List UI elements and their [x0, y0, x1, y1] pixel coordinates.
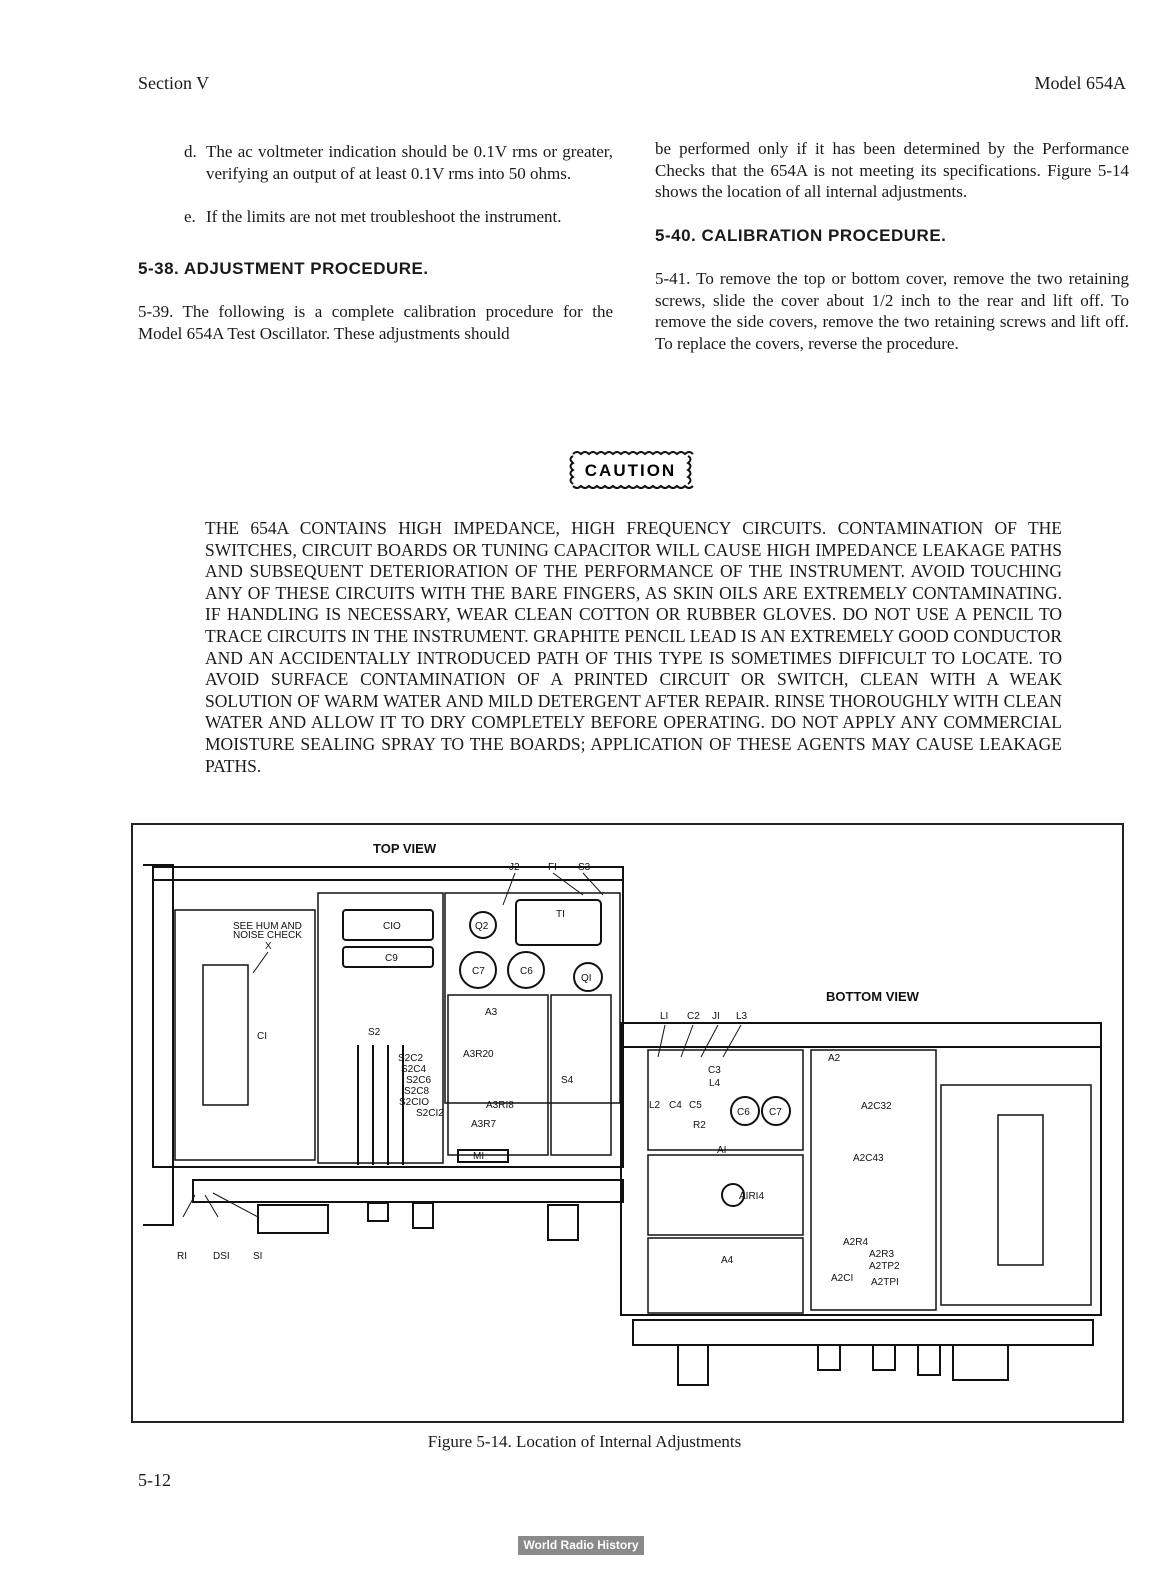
caution-text: THE 654A CONTAINS HIGH IMPEDANCE, HIGH FREQUENCY CIRCUITS. CONTAMINATION OF THE SWITCHES, CIRCUIT BOARDS OR TUNING CAPACITOR WILL CAUSE HIGH IMPEDANCE LEAKAGE PATHS AND SUBSEQUENT DETERIORATION OF THE PERFORMANCE OF THE INSTRUMENT. AVOID TOUCHING ANY OF THESE CIRCUITS WITH THE BARE FINGERS, AS SKIN OILS ARE EXTREMELY CONTAMINATING. IF HANDLING IS NECESSARY, WEAR CLEAN COTTON OR RUBBER GLOVES. DO NOT USE A PENCIL TO TRACE CIRCUITS IN THE INSTRUMENT. GRAPHITE PENCIL LEAD IS AN EXTREMELY GOOD CONDUCTOR AND AN ACCIDENTALLY INTRODUCED PATH OF THIS TYPE IS SOMETIMES DIFFICULT TO LOCATE. TO AVOID SURFACE CONTAMINATION OF A PRINTED CIRCUIT OR SWITCH, CLEAN WITH A WEAK SOLUTION OF WARM WATER AND MILD DETERGENT AFTER REPAIR. RINSE THOROUGHLY WITH CLEAN WATER AND ALLOW IT TO DRY COMPLETELY BEFORE OPERATING. DO NOT APPLY ANY COMMERCIAL MOISTURE SEALING SPRAY TO THE BOARDS; APPLICATION OF THESE AGENTS MAY CAUSE LEAKAGE PATHS. — [205, 518, 1062, 776]
label-j2: J2 — [509, 862, 520, 873]
label-a3r18: A3RI8 — [486, 1100, 514, 1111]
label-q2: Q2 — [475, 921, 489, 932]
label-noise-check: NOISE CHECK — [233, 930, 302, 941]
label-l2: L2 — [649, 1100, 661, 1111]
left-column — [138, 141, 613, 366]
label-s3: S3 — [578, 862, 591, 873]
label-s2c4: S2C4 — [401, 1064, 427, 1075]
label-s2c2: S2C2 — [398, 1053, 424, 1064]
label-a2r3: A2R3 — [869, 1249, 895, 1260]
label-r2: R2 — [693, 1120, 706, 1131]
label-q1: QI — [581, 973, 592, 984]
label-c7: C7 — [472, 966, 485, 977]
label-a2c32: A2C32 — [861, 1101, 892, 1112]
label-c9: C9 — [385, 953, 398, 964]
label-s1: SI — [253, 1251, 263, 1262]
label-s2c8: S2C8 — [404, 1086, 430, 1097]
label-r1: RI — [177, 1251, 187, 1262]
list-item-d: d. The ac voltmeter indication should be 0.1V rms or greater, verifying an output of at least 0.1V rms into 50 ohms. — [184, 142, 613, 183]
figure-caption: Figure 5-14. Location of Internal Adjustments — [427, 1432, 742, 1451]
label-c5: C5 — [689, 1100, 702, 1111]
label-a1: AI — [717, 1145, 727, 1156]
label-see-hum: SEE HUM AND — [233, 921, 302, 932]
label-c1: CI — [257, 1031, 267, 1042]
label-s2c10: S2CIO — [399, 1097, 430, 1108]
label-c6: C6 — [520, 966, 533, 977]
label-a4: A4 — [721, 1255, 734, 1266]
label-a3: A3 — [485, 1007, 498, 1018]
label-c3: C3 — [708, 1065, 721, 1076]
bottom-view-title: BOTTOM VIEW — [826, 989, 919, 1004]
label-a1r14: AIRI4 — [739, 1191, 765, 1202]
label-s2c6: S2C6 — [406, 1075, 432, 1086]
right-column — [655, 138, 1129, 376]
label-c10: CIO — [383, 921, 401, 932]
label-c6-bottom: C6 — [737, 1107, 750, 1118]
section-heading-5-40: 5-40. CALIBRATION PROCEDURE. — [655, 225, 947, 245]
caution-label: CAUTION — [584, 461, 677, 480]
label-a2tp1: A2TPI — [871, 1277, 899, 1288]
label-a2c1: A2CI — [831, 1273, 854, 1284]
section-heading-5-38: 5-38. ADJUSTMENT PROCEDURE. — [138, 258, 429, 278]
caution-badge — [567, 448, 694, 492]
chassis-diagram — [133, 825, 1122, 1421]
list-item-e: e. If the limits are not met troubleshoot the instrument. — [184, 207, 562, 226]
top-view-title: TOP VIEW — [373, 841, 437, 856]
label-c2: C2 — [687, 1011, 700, 1022]
label-f1: FI — [548, 862, 557, 873]
label-a2: A2 — [828, 1053, 841, 1064]
label-a3r7: A3R7 — [471, 1119, 497, 1130]
label-l3: L3 — [736, 1011, 748, 1022]
label-a3r20: A3R20 — [463, 1049, 494, 1060]
label-a2tp2: A2TP2 — [869, 1261, 900, 1272]
label-ds1: DSI — [213, 1251, 230, 1262]
label-m1: MI — [473, 1151, 485, 1162]
paragraph-5-39: 5-39. The following is a complete calibration procedure for the Model 654A Test Oscillator. These adjustments should — [138, 302, 613, 343]
section-label: Section V — [138, 73, 210, 93]
label-l1: LI — [660, 1011, 669, 1022]
label-s2: S2 — [368, 1027, 381, 1038]
label-c4: C4 — [669, 1100, 682, 1111]
label-a2c43: A2C43 — [853, 1153, 884, 1164]
label-j1: JI — [712, 1011, 720, 1022]
label-x: X — [265, 941, 272, 952]
label-s2c12: S2CI2 — [416, 1108, 444, 1119]
label-l4: L4 — [709, 1078, 721, 1089]
model-label: Model 654A — [1034, 73, 1126, 93]
paragraph-5-41: 5-41. To remove the top or bottom cover, remove the two retaining screws, slide the cover about 1/2 inch to the rear and lift off. To remove the side covers, remove the two retaining screws and lift off. To replace the covers, reverse the procedure. — [655, 269, 1129, 353]
page-number: 5-12 — [138, 1470, 171, 1490]
watermark: World Radio History — [518, 1536, 644, 1555]
label-a2r4: A2R4 — [843, 1237, 869, 1248]
label-s4: S4 — [561, 1075, 574, 1086]
figure-frame — [131, 823, 1124, 1423]
label-t1: TI — [556, 909, 565, 920]
label-c7-bottom: C7 — [769, 1107, 782, 1118]
paragraph-5-39-cont: be performed only if it has been determined by the Performance Checks that the 654A is not meeting its specifications. Figure 5-14 shows the location of all internal adjustments. — [655, 139, 1129, 201]
